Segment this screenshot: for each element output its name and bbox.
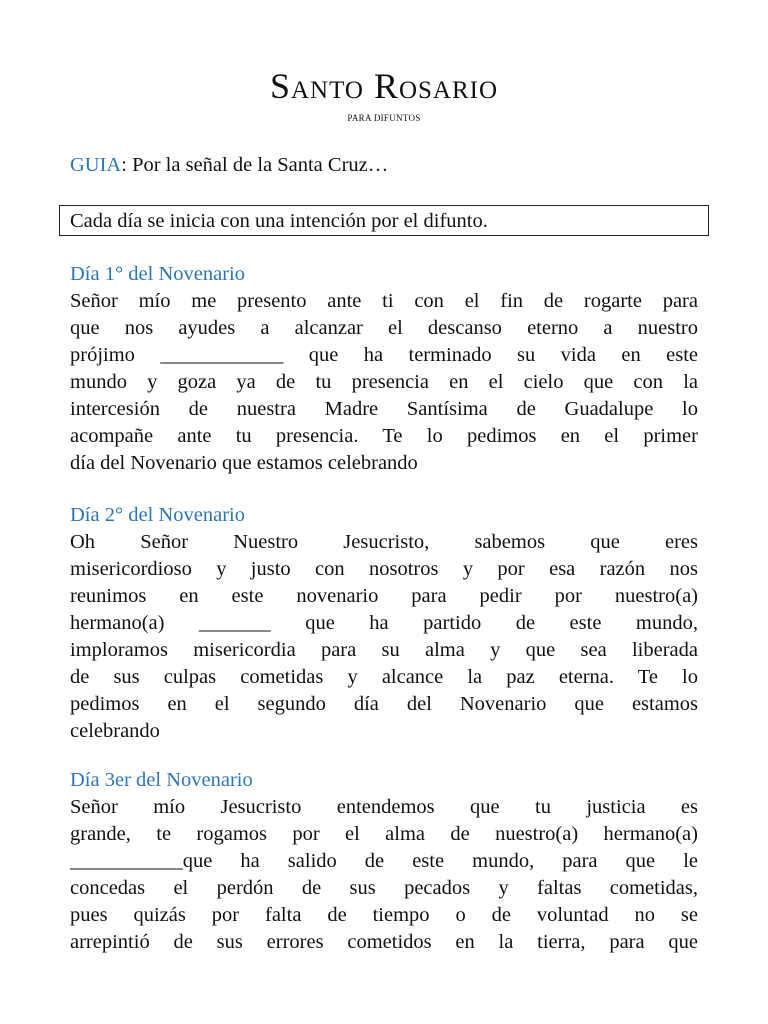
paragraph-line: pues quizás por falta de tiempo o de voluntad no se: [70, 904, 698, 926]
guia-text: : Por la señal de la Santa Cruz…: [121, 154, 389, 176]
paragraph-line: Señor mío Jesucristo entendemos que tu justicia es: [70, 796, 698, 818]
document-title: Santo Rosario: [269, 66, 499, 106]
section-heading: Día 1° del Novenario: [70, 263, 245, 285]
paragraph-line: acompañe ante tu presencia. Te lo pedimos en el primer: [70, 425, 698, 447]
paragraph-line: intercesión de nuestra Madre Santísima de Guadalupe lo: [70, 398, 698, 420]
paragraph-line: misericordioso y justo con nosotros y por esa razón nos: [70, 558, 698, 580]
section-heading: Día 3er del Novenario: [70, 769, 253, 791]
section-day-2: [70, 502, 698, 745]
paragraph-line: que nos ayudes a alcanzar el descanso eterno a nuestro: [70, 317, 698, 339]
section-day-1: [70, 261, 698, 477]
paragraph-line: Oh Señor Nuestro Jesucristo, sabemos que eres: [70, 531, 698, 553]
paragraph-line: día del Novenario que estamos celebrando: [70, 452, 418, 474]
paragraph-line: concedas el perdón de sus pecados y faltas cometidas,: [70, 877, 698, 899]
document-subtitle: PARA DIFUNTOS: [347, 113, 421, 123]
paragraph-line: grande, te rogamos por el alma de nuestro(a) hermano(a): [70, 823, 698, 845]
paragraph-line: hermano(a) _______ que ha partido de este mundo,: [70, 612, 698, 634]
section-day-3: [70, 767, 698, 956]
guia-label: GUIA: [70, 154, 122, 176]
paragraph-line: celebrando: [70, 720, 160, 742]
paragraph-line: mundo y goza ya de tu presencia en el cielo que con la: [70, 371, 698, 393]
paragraph-line: ___________que ha salido de este mundo, para que le: [70, 850, 698, 872]
guia-line: [70, 151, 700, 179]
paragraph-line: imploramos misericordia para su alma y que sea liberada: [70, 639, 698, 661]
paragraph-line: de sus culpas cometidas y alcance la paz eterna. Te lo: [70, 666, 698, 688]
paragraph-line: pedimos en el segundo día del Novenario que estamos: [70, 693, 698, 715]
section-heading: Día 2° del Novenario: [70, 504, 245, 526]
paragraph-line: reunimos en este novenario para pedir por nuestro(a): [70, 585, 698, 607]
paragraph-line: arrepintió de sus errores cometidos en la tierra, para que: [70, 931, 698, 953]
paragraph-line: prójimo ____________ que ha terminado su vida en este: [70, 344, 698, 366]
paragraph-line: Señor mío me presento ante ti con el fin de rogarte para: [70, 290, 698, 312]
intention-box: Cada día se inicia con una intención por el difunto.: [59, 205, 709, 236]
